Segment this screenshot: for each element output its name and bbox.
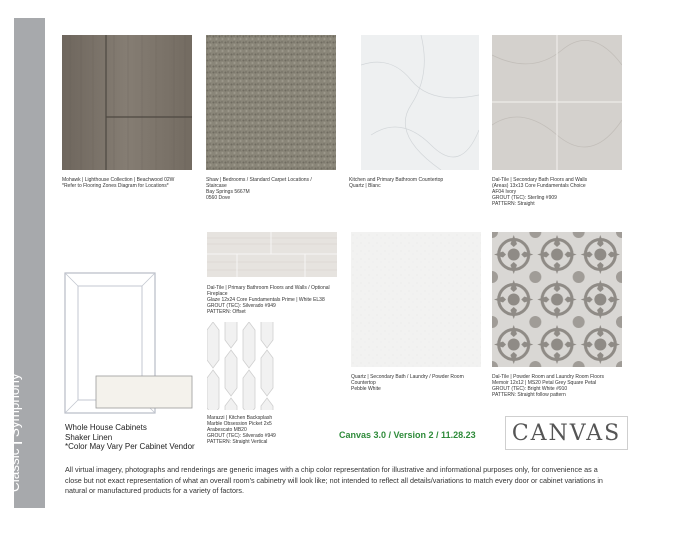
caption-line: Glaze 12x24 Core Fundamentals Prime | White EL38 <box>207 297 325 303</box>
caption-line: *Refer to Flooring Zones Diagram for Locations* <box>62 183 169 189</box>
collection-name: Classic <box>7 448 22 492</box>
series-name: Symphony <box>7 373 22 438</box>
caption-line: Dal-Tile | Secondary Bath Floors and Walls <box>492 177 588 183</box>
carpet-caption <box>206 177 312 201</box>
caption-line: Dal-Tile | Powder Room and Laundry Room Floors <box>492 374 604 380</box>
ivory-tile-caption <box>492 177 587 207</box>
cabinet-note: *Color May Vary Per Cabinet Vendor <box>65 442 195 451</box>
caption-line: Shaw | Bedrooms / Standard Carpet Locations / <box>206 177 312 183</box>
caption-line: GROUT (TEC): Bright White #910 <box>492 386 568 392</box>
caption-line: Marble Obsession Picket 2x5 <box>207 421 272 427</box>
caption-line: Kitchen and Primary Bathroom Countertop <box>349 177 444 183</box>
petal-grey-caption <box>492 374 604 398</box>
cabinet-line: Whole House Cabinets <box>65 423 147 432</box>
pebble-white-quartz-swatch <box>351 232 481 367</box>
caption-line: PATTERN: Offset <box>207 309 246 315</box>
caption-line: Bay Springs 5667M <box>206 189 250 195</box>
caption-line: Marazzi | Kitchen Backsplash <box>207 415 273 421</box>
caption-line: Arabescato MB20 <box>207 427 247 433</box>
caption-line: Countertop <box>351 380 376 386</box>
title-separator: | <box>7 440 22 445</box>
caption-line: Quartz | Secondary Bath / Laundry / Powder Room <box>351 374 464 380</box>
caption-line: (Areas) 13x13 Core Fundamentals Choice <box>492 183 586 189</box>
caption-line: Staircase <box>206 183 227 189</box>
cabinet-color: Shaker Linen <box>65 432 113 442</box>
backsplash-picket-swatch <box>207 322 279 410</box>
pebble-white-caption <box>351 374 464 392</box>
caption-line: Memoir 12x12 | MS20 Petal Grey Square Petal <box>492 380 597 386</box>
backsplash-caption <box>207 415 276 445</box>
caption-line: GROUT (TEC): Silverado #949 <box>207 303 276 309</box>
caption-line: Fireplace <box>207 291 228 297</box>
ivory-tile-swatch <box>492 35 622 170</box>
canvas-logo: CANVAS <box>505 416 628 450</box>
wood-flooring-swatch <box>62 35 192 170</box>
wood-flooring-caption <box>62 177 174 189</box>
version-text: Canvas 3.0 / Version 2 / 11.28.23 <box>339 430 476 440</box>
caption-line: PATTERN: Straight follow pattern <box>492 392 566 398</box>
collection-title <box>7 373 22 492</box>
caption-line: AF04 Ivory <box>492 189 517 195</box>
caption-line: PATTERN: Straight <box>492 201 535 207</box>
caption-line: GROUT (TEC): Sterling #909 <box>492 195 557 201</box>
petal-grey-pattern-swatch <box>492 232 622 367</box>
quartz-blanc-caption <box>349 177 443 189</box>
carpet-swatch <box>206 35 336 170</box>
primary-bath-tile-swatch <box>207 232 337 277</box>
disclaimer-text: All virtual imagery, photographs and renderings are generic images with a chip color representation for illustrative and informational purposes only, for convenience as a close but not exact representation of what an overall room's cabinetry will look like; not intended to reflect all details/variations to match every door or cabinet variations in natural or manufactured products for a variety of factors. <box>65 465 603 495</box>
caption-line: PATTERN: Straight Vertical <box>207 439 268 445</box>
caption-line: Quartz | Blanc <box>349 183 381 189</box>
caption-line: 0560 Dove <box>206 195 231 201</box>
caption-line: Pebble White <box>351 386 381 392</box>
cabinet-door-drawing <box>64 272 194 417</box>
caption-line: Mohawk | Lighthouse Collection | Beachwood 02W <box>62 177 175 183</box>
caption-line: GROUT (TEC): Silverado #949 <box>207 433 276 439</box>
caption-line: Dal-Tile | Primary Bathroom Floors and Walls / Optional <box>207 285 330 291</box>
collection-sidebar <box>7 18 45 508</box>
quartz-blanc-swatch <box>361 35 479 170</box>
cabinet-label <box>65 423 195 452</box>
primary-bath-tile-caption <box>207 285 330 315</box>
